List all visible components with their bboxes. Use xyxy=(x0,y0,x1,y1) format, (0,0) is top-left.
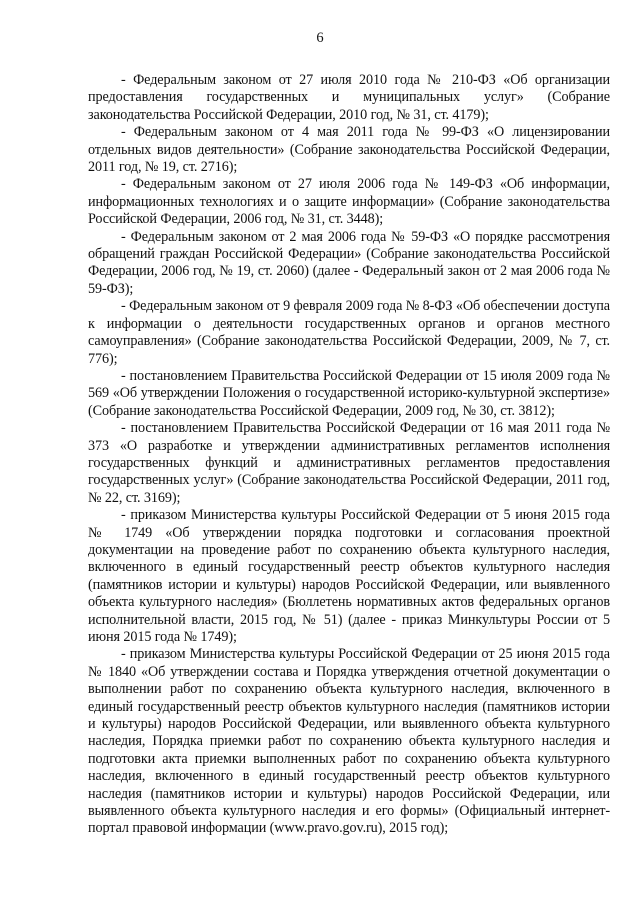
legal-acts-list xyxy=(88,72,610,838)
list-item: - Федеральным законом от 4 мая 2011 года № 99-ФЗ «О лицензировании отдельных видов деятельности» (Собрание законодательства Российской Федерации, 2011 год, № 19, ст. 2716); xyxy=(88,124,610,176)
list-item: - Федеральным законом от 27 июля 2006 года № 149-ФЗ «Об информации, информационных технологиях и о защите информации» (Собрание законодательства Российской Федерации, 2006 год, № 31, ст. 3448); xyxy=(88,176,610,228)
list-item: - Федеральным законом от 2 мая 2006 года № 59-ФЗ «О порядке рассмотрения обращений граждан Российской Федерации» (Собрание законодательства Российской Федерации, 2006 год, № 19, ст. 2060) (далее - Федеральный закон от 2 мая 2006 года № 59-ФЗ); xyxy=(88,228,610,297)
list-item: - приказом Министерства культуры Российской Федерации от 5 июня 2015 года № 1749 «Об утверждении порядка подготовки и согласования проектной документации на проведение работ по сохранению объекта культурного наследия, включенного в единый государственный реестр объектов культурного наследия (памятников истории и культуры) народов Российской Федерации, или выявленного объекта культурного наследия» (Бюллетень нормативных актов федеральных органов исполнительной власти, 2015 год, № 51) (далее - приказ Минкультуры России от 5 июня 2015 года № 1749); xyxy=(88,507,610,645)
list-item: - постановлением Правительства Российской Федерации от 15 июля 2009 года № 569 «Об утверждении Положения о государственной историко-культурной экспертизе» (Собрание законодательства Российской Федерации, 2009 год, № 30, ст. 3812); xyxy=(88,367,610,419)
list-item: - Федеральным законом от 9 февраля 2009 года № 8-ФЗ «Об обеспечении доступа к информации о деятельности государственных органов и органов местного самоуправления» (Собрание законодательства Российской Федерации, 2009, № 7, ст. 776); xyxy=(88,298,610,367)
list-item: - приказом Министерства культуры Российской Федерации от 25 июня 2015 года № 1840 «Об утверждении состава и Порядка утверждения отчетной документации о выполнении работ по сохранению объекта культурного наследия, включенного в единый государственный реестр объектов культурного наследия (памятников истории и культуры) народов Российской Федерации, или выявленного объекта культурного наследия, Порядка приемки работ по сохранению объекта культурного наследия и подготовки акта приемки выполненных работ по сохранению объекта культурного наследия, включенного в единый государственный реестр объектов культурного наследия (памятников истории и культуры) народов Российской Федерации, или выявленного объекта культурного наследия и его формы» (Официальный интернет-портал правовой информации (www.pravo.gov.ru), 2015 год); xyxy=(88,646,610,837)
list-item: - постановлением Правительства Российской Федерации от 16 мая 2011 года № 373 «О разработке и утверждении административных регламентов исполнения государственных функций и административных регламентов предоставления государственных услуг» (Собрание законодательства Российской Федерации, 2011 год, № 22, ст. 3169); xyxy=(88,420,610,506)
page-number: 6 xyxy=(316,30,324,46)
list-item: - Федеральным законом от 27 июля 2010 года № 210-ФЗ «Об организации предоставления государственных и муниципальных услуг» (Собрание законодательства Российской Федерации, 2010 год, № 31, ст. 4179); xyxy=(88,72,610,123)
